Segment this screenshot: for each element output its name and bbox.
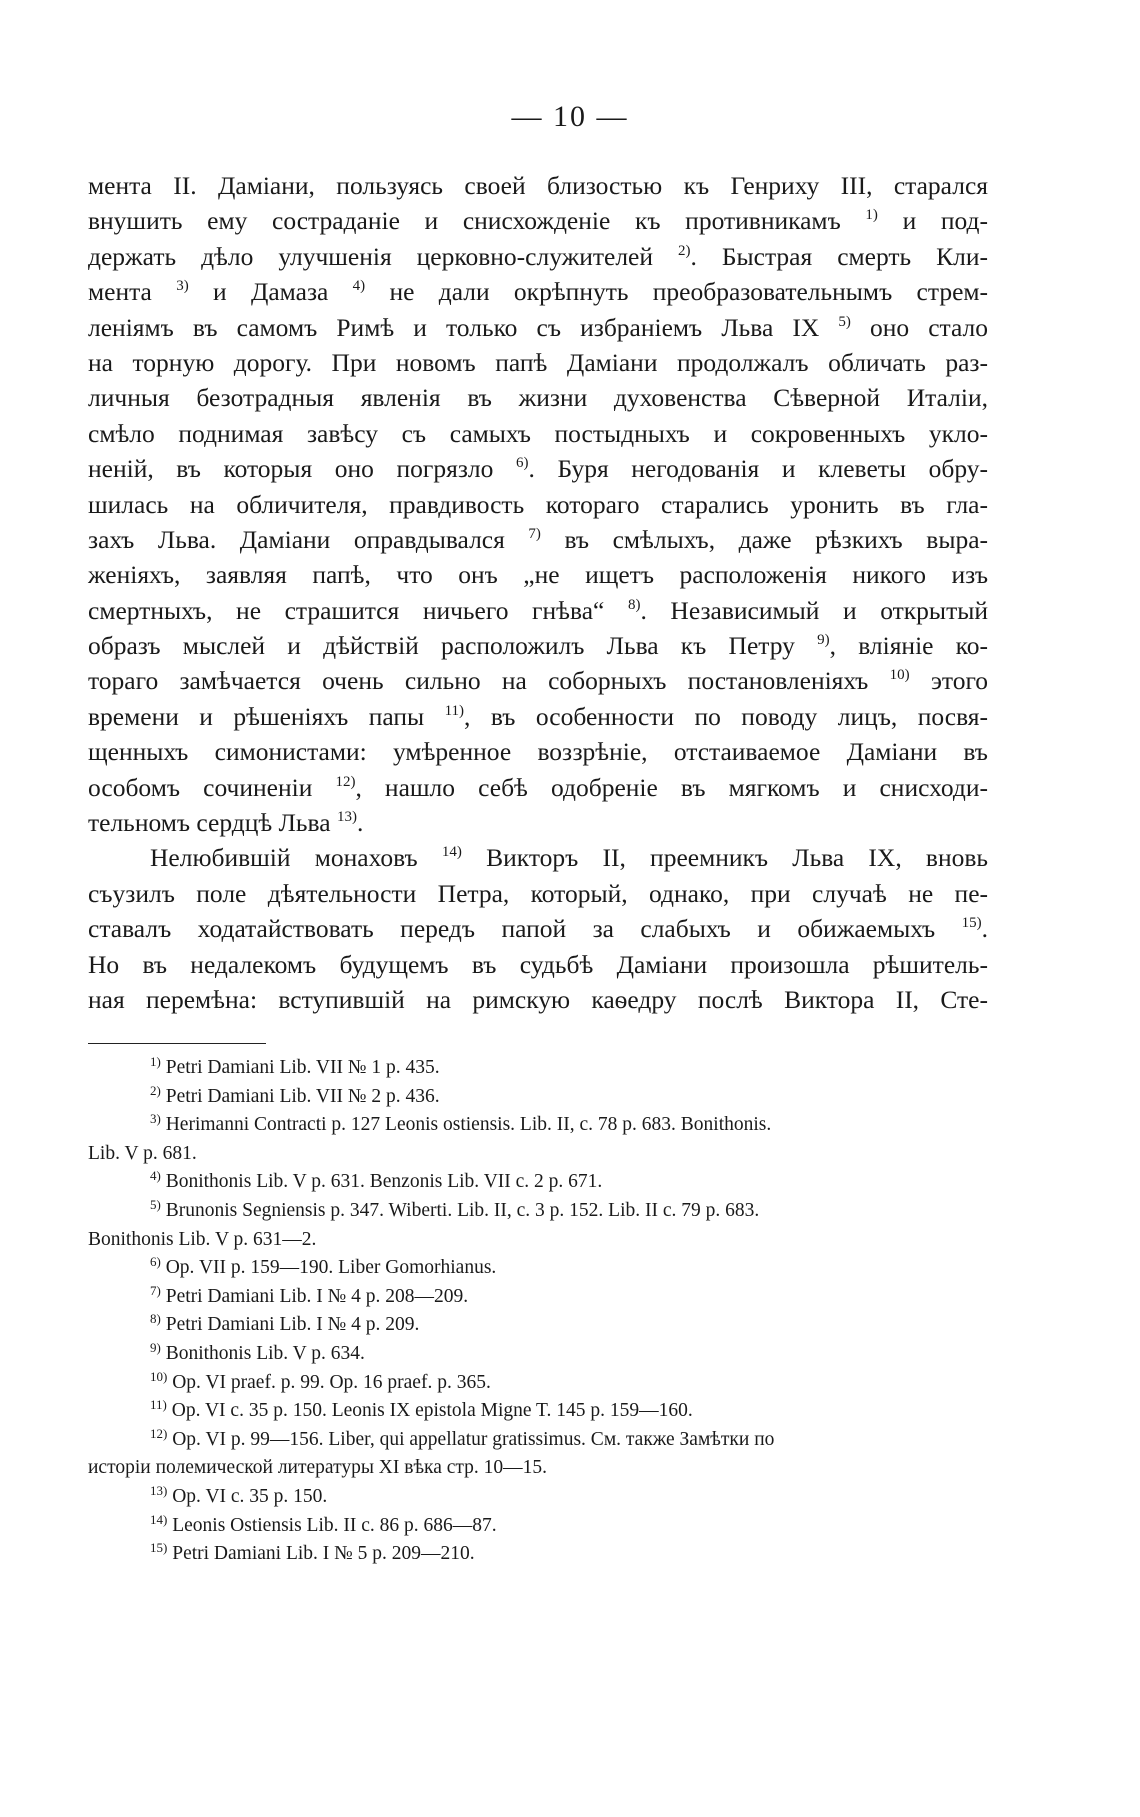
text-line: тораго замѣчается очень сильно на соборныхъ постановленіяхъ $^{10)}$ этого [88, 666, 989, 696]
footnote-ref[interactable]: 8) [627, 596, 641, 613]
footnote: $^{12)}$ Op. VI p. 99—156. Liber, qui appellatur gratissimus. См. также Замѣтки по [88, 1426, 988, 1455]
text-line: леніямъ въ самомъ Римѣ и только съ избраніемъ Льва IX $^{5)}$ оно стало [88, 312, 988, 342]
footnote-divider [88, 1043, 266, 1044]
footnote-ref[interactable]: 13) [336, 809, 357, 826]
footnote-ref[interactable]: 15) [961, 915, 982, 932]
footnote-ref[interactable]: 12) [335, 773, 356, 790]
text-line: образъ мыслей и дѣйствій расположилъ Льва къ Петру $^{9)}$, вліяніе ко- [88, 631, 989, 661]
footnote-marker: 15) [150, 1540, 168, 1556]
footnote-ref[interactable]: 7) [528, 525, 541, 542]
footnote-continuation: Lib. V p. 681. [88, 1142, 197, 1164]
text-line: времени и рѣшеніяхъ папы $^{11)}$, въ особенности по поводу лицъ, посвя- [88, 701, 989, 731]
text-line: особомъ сочиненіи $^{12)}$, нашло себѣ одобреніе въ мягкомъ и снисходи- [88, 772, 988, 802]
footnote-marker: 2) [150, 1082, 161, 1098]
footnote: $^{13)}$ Op. VI c. 35 p. 150. [88, 1483, 988, 1512]
footnote-marker: 3) [150, 1111, 161, 1127]
footnote: $^{2)}$ Petri Damiani Lib. VII № 2 p. 436. [88, 1083, 988, 1112]
footnote-marker: 8) [150, 1311, 161, 1327]
footnote-marker: 7) [150, 1282, 161, 1298]
footnote: $^{6)}$ Op. VII p. 159—190. Liber Gomorhianus. [88, 1254, 988, 1283]
text-line: на торную дорогу. При новомъ папѣ Даміани продолжалъ обличать раз- [88, 347, 988, 377]
footnote-marker: 10) [150, 1368, 168, 1384]
footnote-marker: 11) [150, 1397, 167, 1413]
text-line: смѣло поднимая завѣсу съ самыхъ постыдныхъ и сокровенныхъ укло- [88, 418, 988, 448]
footnote: $^{10)}$ Op. VI praef. p. 99. Op. 16 praef. p. 365. [88, 1369, 988, 1398]
footnote: $^{9)}$ Bonithonis Lib. V p. 634. [88, 1340, 988, 1369]
text-line: Нелюбившій монаховъ $^{14)}$ Викторъ II, преемникъ Льва IX, вновь [150, 843, 989, 873]
footnote: $^{1)}$ Petri Damiani Lib. VII № 1 p. 435. [88, 1054, 988, 1083]
footnote-continuation: исторіи полемической литературы XI вѣка стр. 10—15. [88, 1457, 548, 1479]
footnote-marker: 5) [150, 1196, 161, 1212]
footnote: $^{3)}$ Herimanni Contracti p. 127 Leonis ostiensis. Lib. II, c. 78 p. 683. Bonithonis. [88, 1111, 988, 1140]
footnote: $^{11)}$ Op. VI c. 35 p. 150. Leonis IX epistola Migne T. 145 p. 159—160. [88, 1397, 988, 1426]
text-line: женіяхъ, заявляя папѣ, что онъ „не ищетъ расположенія никого изъ [88, 560, 988, 590]
footnote: $^{8)}$ Petri Damiani Lib. I № 4 p. 209. [88, 1311, 988, 1340]
footnote-ref[interactable]: 11) [444, 702, 465, 719]
body-text [88, 168, 988, 1017]
text-line: мента II. Даміани, пользуясь своей близостью къ Генриху III, старался [88, 171, 988, 200]
page-number: — 10 — [511, 100, 629, 133]
footnote-marker: 6) [150, 1254, 161, 1270]
footnote-marker: 1) [150, 1054, 161, 1069]
text-line: Но въ недалекомъ будущемъ въ судьбѣ Даміани произошла рѣшитель- [88, 949, 988, 979]
footnote: $^{14)}$ Leonis Ostiensis Lib. II c. 86 p. 686—87. [88, 1512, 988, 1541]
footnote-ref[interactable]: 3) [176, 278, 189, 295]
footnote-ref[interactable]: 14) [441, 844, 462, 861]
footnote-ref[interactable]: 2) [678, 242, 691, 259]
footnote: $^{15)}$ Petri Damiani Lib. I № 5 p. 209—210. [88, 1540, 988, 1569]
text-line: шилась на обличителя, правдивость котораго старались уронить въ гла- [88, 489, 988, 519]
text-line: внушить ему состраданіе и снисхожденіе къ противникамъ $^{1)}$ и под- [88, 206, 989, 236]
text-line: захъ Льва. Даміани оправдывался $^{7)}$ въ смѣлыхъ, даже рѣзкихъ выра- [88, 524, 989, 554]
text-line: съузилъ поле дѣятельности Петра, который, однако, при случаѣ не пе- [88, 878, 988, 908]
footnote-ref[interactable]: 6) [515, 455, 529, 472]
text-line: мента $^{3)}$ и Дамаза $^{4)}$ не дали окрѣпнуть преобразовательнымъ стрем- [88, 277, 989, 307]
text-line: неній, въ которыя оно погрязло $^{6)}$. Буря негодованія и клеветы обру- [88, 454, 989, 484]
footnote-marker: 9) [150, 1339, 161, 1355]
text-line: ставалъ ходатайствовать передъ папой за слабыхъ и обижаемыхъ $^{15)}$. [88, 914, 988, 944]
footnote-marker: 14) [150, 1511, 168, 1527]
footnote: $^{5)}$ Brunonis Segniensis p. 347. Wiberti. Lib. II, c. 3 p. 152. Lib. II c. 79 p. 683. [88, 1197, 988, 1226]
text-line: смертныхъ, не страшится ничьего гнѣва“ $^{8)}$. Независимый и открытый [88, 595, 988, 625]
footnote-continuation: Bonithonis Lib. V p. 631—2. [88, 1228, 317, 1250]
footnote-ref[interactable]: 1) [865, 207, 878, 224]
footnote-marker: 4) [150, 1168, 161, 1184]
footnote-ref[interactable]: 4) [352, 278, 366, 295]
footnote-marker: 12) [150, 1425, 168, 1441]
text-line: щенныхъ симонистами: умѣренное воззрѣніе, отстаиваемое Даміани въ [88, 737, 988, 767]
text-line: личныя безотрадныя явленія въ жизни духовенства Сѣверной Италіи, [88, 383, 988, 413]
footnote-ref[interactable]: 9) [817, 632, 830, 649]
text-line: держать дѣло улучшенія церковно-служителей $^{2)}$. Быстрая смерть Кли- [88, 241, 989, 271]
text-line: ная перемѣна: вступившій на римскую каѳедру послѣ Виктора II, Сте- [88, 984, 988, 1014]
footnotes [88, 1054, 988, 1569]
footnote: $^{7)}$ Petri Damiani Lib. I № 4 p. 208—209. [88, 1283, 988, 1312]
footnote-marker: 13) [150, 1482, 168, 1498]
footnote: $^{4)}$ Bonithonis Lib. V p. 631. Benzonis Lib. VII c. 2 p. 671. [88, 1168, 988, 1197]
footnote-ref[interactable]: 10) [889, 667, 910, 684]
text-line: тельномъ сердцѣ Льва $^{13)}$. [88, 808, 364, 838]
footnote-ref[interactable]: 5) [838, 313, 851, 330]
